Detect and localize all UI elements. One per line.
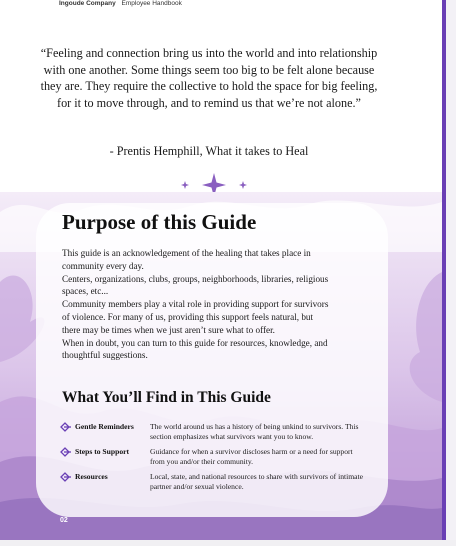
quote-attribution: - Prentis Hemphill, What it takes to Heal (109, 144, 309, 158)
purpose-paragraph: When in doubt, you can turn to this guide for resources, knowledge, and thoughtful suggestions. (62, 337, 328, 361)
page-edge-bottom (0, 540, 456, 546)
guide-item-steps-to-support (60, 447, 370, 471)
purpose-title: Purpose of this Guide (62, 210, 257, 234)
opening-quote: “Feeling and connection bring us into the world and into relationship with one another. Some things seem too big to be felt alone because they are. They require the collective to hold the space for big feeling, for it to move through, and to remind us that we’re not alone.” (40, 46, 378, 110)
diamond-arrow-icon (60, 472, 72, 482)
find-section-title: What You’ll Find in This Guide (62, 389, 271, 406)
guide-item-label: Steps to Support (75, 447, 130, 456)
guide-item-label: Gentle Reminders (75, 422, 134, 431)
guide-item-resources (60, 472, 370, 496)
guide-item-description: The world around us has a history of being unkind to survivors. This section emphasizes what survivors want you to know. (150, 422, 359, 441)
sparkle-small-left-icon (181, 181, 189, 189)
diamond-arrow-icon (60, 422, 72, 432)
document-title: Employee Handbook (121, 0, 182, 7)
diamond-arrow-icon (60, 447, 72, 457)
purpose-paragraph: Community members play a vital role in providing support for survivors of violence. For many of us, providing this support feels natural, but there may be times when we just aren’t sure what to offer. (62, 299, 329, 335)
guide-item-description: Local, state, and national resources to share with survivors of intimate partner and/or sexual violence. (150, 472, 363, 491)
page-edge (446, 0, 456, 546)
guide-item-gentle-reminders (60, 422, 370, 446)
sparkle-small-right-icon (239, 181, 247, 189)
guide-item-description: Guidance for when a survivor discloses harm or a need for support from you and/or their community. (150, 447, 353, 466)
company-name: Ingoude Company (59, 0, 116, 7)
purpose-paragraph: This guide is an acknowledgement of the healing that takes place in community every day. (62, 248, 311, 271)
page-header (59, 0, 182, 7)
purpose-body (62, 247, 332, 362)
guide-item-label: Resources (75, 472, 108, 481)
purpose-paragraph: Centers, organizations, clubs, groups, neighborhoods, libraries, religious spaces, etc... (62, 273, 329, 297)
page-number: 02 (60, 517, 68, 524)
